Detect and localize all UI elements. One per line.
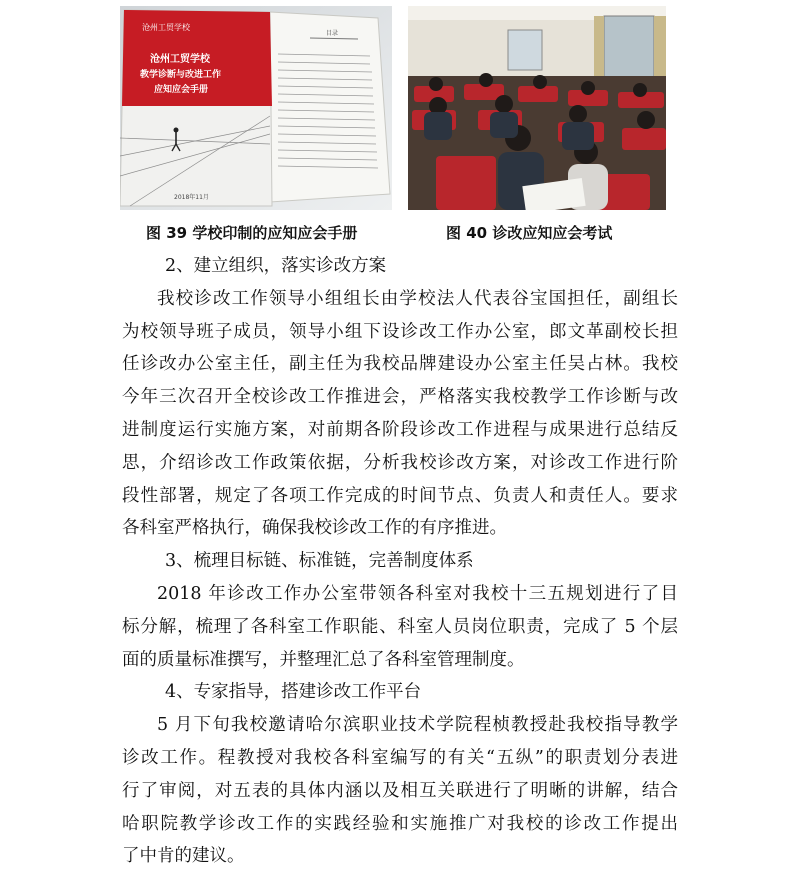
paragraph-line: 了中肯的建议。 <box>122 846 245 867</box>
walker-figure <box>174 128 179 133</box>
figure-39-caption: 图 39 学校印制的应知应会手册 <box>146 224 358 242</box>
booklet-school-name: 沧州工贸学校 <box>142 23 190 32</box>
paragraph-line: 各科室严格执行，确保我校诊改工作的有序推进。 <box>122 518 507 539</box>
paragraph-line: 哈职院教学诊改工作的实践经验和实施推广对我校的诊改工作提出 <box>122 813 678 834</box>
booklet-title-line-1: 沧州工贸学校 <box>150 54 210 65</box>
paragraph-line: 任诊改办公室主任，副主任为我校品牌建设办公室主任吴占林。我校 <box>122 354 678 375</box>
paragraph-line: 进制度运行实施方案，对前期各阶段诊改工作进程与成果进行总结反 <box>122 419 678 440</box>
section-2-heading: 2、建立组织，落实诊改方案 <box>165 256 387 276</box>
paragraph-line: 诊改工作。程教授对我校各科室编写的有关“五纵”的职责划分表进 <box>122 747 678 768</box>
paragraph-line: 今年三次召开全校诊改工作推进会，严格落实我校教学工作诊断与改 <box>122 387 678 408</box>
paragraph-line: 面的质量标准撰写，并整理汇总了各科室管理制度。 <box>122 649 525 670</box>
handbook-photo <box>120 6 392 210</box>
booklet-date: 2018年11月 <box>174 194 209 201</box>
booklet-title-line-2: 教学诊断与改进工作 <box>140 70 222 80</box>
handbook-illustration <box>120 6 392 210</box>
exam-hall-photo <box>408 6 666 210</box>
document-body <box>122 250 678 873</box>
paragraph-line: 标分解，梳理了各科室工作职能、科室人员岗位职责，完成了 5 个层 <box>122 616 678 637</box>
paragraph-line: 为校领导班子成员，领导小组下设诊改工作办公室，郎文革副校长担 <box>122 321 678 342</box>
paragraph-line: 2018 年诊改工作办公室带领各科室对我校十三五规划进行了目 <box>157 583 678 604</box>
toc-title: 目录 <box>326 30 339 37</box>
exam-hall-illustration <box>408 6 666 210</box>
paragraph-line: 段性部署，规定了各项工作完成的时间节点、负责人和责任人。要求 <box>122 485 678 506</box>
paragraph-line: 思，介绍诊改工作政策依据，分析我校诊改方案，对诊改工作进行阶 <box>122 452 678 473</box>
paragraph-line: 5 月下旬我校邀请哈尔滨职业技术学院程桢教授赴我校指导教学 <box>157 715 678 736</box>
paragraph-line: 行了审阅，对五表的具体内涵以及相互关联进行了明晰的讲解，结合 <box>122 780 678 801</box>
section-4-heading: 4、专家指导，搭建诊改工作平台 <box>165 682 422 703</box>
booklet-title-line-3: 应知应会手册 <box>154 85 209 95</box>
figure-40-caption: 图 40 诊改应知应会考试 <box>446 224 613 242</box>
section-3-heading: 3、梳理目标链、标准链，完善制度体系 <box>165 551 474 572</box>
paragraph-line: 我校诊改工作领导小组组长由学校法人代表谷宝国担任，副组长 <box>157 288 678 309</box>
